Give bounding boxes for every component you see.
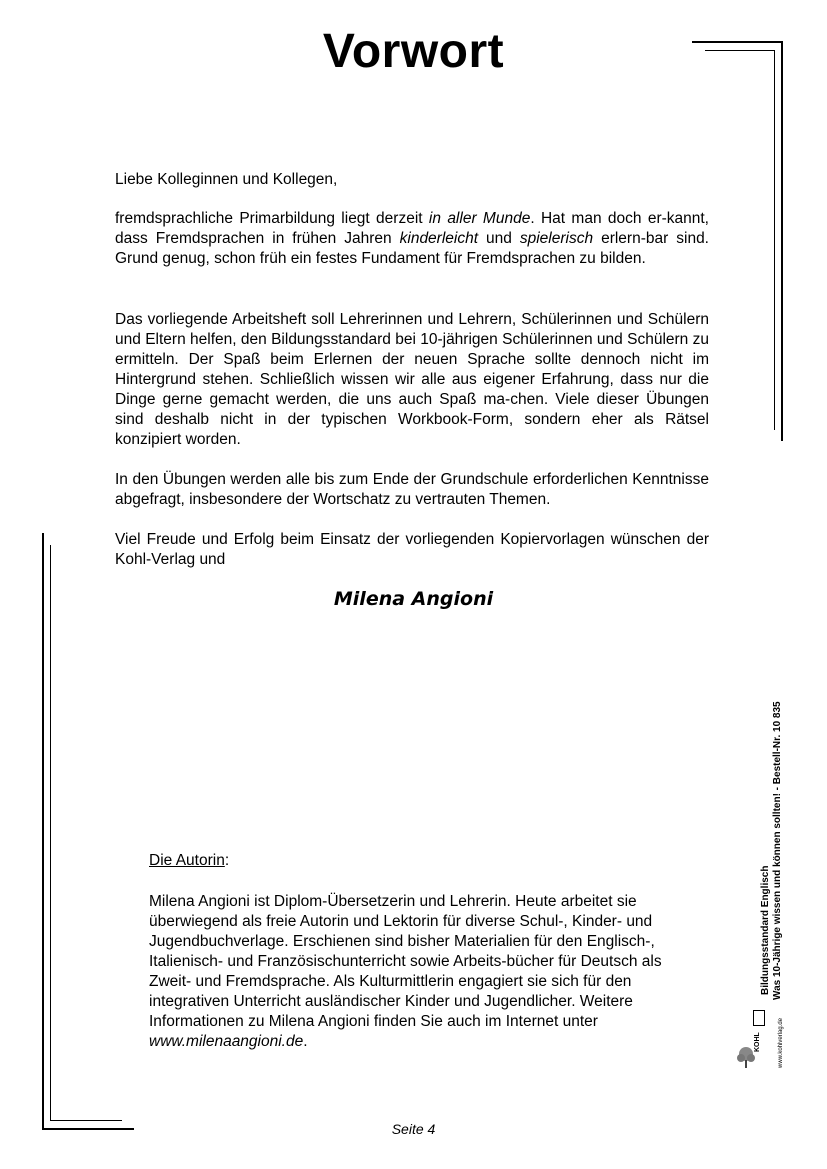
paragraph-exercises [115,470,709,510]
side-book-title: Bildungsstandard Englisch [760,865,771,995]
frame-bottom-left-outer-v [42,533,44,1130]
author-website-link[interactable]: www.milenaangioni.de [149,1033,304,1050]
paragraph-intro-text [115,209,709,269]
paragraph-exercises-text: In den Übungen werden alle bis zum Ende der Grundschule erforderlichen Kenntnisse abgefragt, insbesondere der Wortschatz zu vertrauten Themen. [115,471,709,508]
author-bio [149,892,679,1052]
paragraph-closing [115,530,709,570]
salutation [115,170,709,190]
publisher-tree-logo-icon [736,1046,756,1068]
frame-top-right-inner-v [774,50,775,430]
paragraph-purpose [115,310,709,450]
author-heading-colon: : [224,852,230,869]
signature: Milena Angioni [333,588,494,610]
page-title: Vorwort [322,25,505,78]
paragraph-intro [115,209,709,269]
paragraph-closing-text: Viel Freude und Erfolg beim Einsatz der vorliegenden Kopiervorlagen wünschen der Kohl-Verlag und [115,531,709,568]
paragraph-intro-part4: erlern-bar sind. Grund genug, schon früh ein festes Fundament für Fremdsprachen zu bilden. [115,230,709,267]
frame-top-right-outer-v [781,41,783,441]
paragraph-intro-em2: kinderleicht [399,230,479,247]
paragraph-intro-part2: . Hat man doch er-kannt, dass Fremdsprachen in frühen Jahren [115,210,709,247]
author-bio-end: . [303,1033,308,1050]
paragraph-purpose-text: Das vorliegende Arbeitsheft soll Lehrerinnen und Lehrern, Schülerinnen und Schülern und Eltern helfen, den Bildungsstandard bei 10-jährigen Schülerinnen und Schülern zu ermitteln. Der Spaß beim Erlernen der neuen Sprache sollte dennoch nicht im Hintergrund stehen. Schließlich wissen wir alle aus eigener Erfahrung, dass nur die Dinge gerne gemacht werden, die uns auch Spaß ma-chen. Viele dieser Übungen sind deshalb nicht in der typischen Workbook-Form, sondern eher als Rätsel konzipiert worden. [115,311,709,448]
paragraph-intro-em1: in aller Munde [428,210,531,227]
author-bio-part1: Milena Angioni ist Diplom-Übersetzerin und Lehrerin. Heute arbeitet sie überwiegend als freie Autorin und Lektorin für diverse Schul-, Kinder- und Jugendbuchverlage. Erschienen sind bisher Materialien für den Englisch-, Italienisch- und Französischunterricht sowie Arbeits-bücher für Deutsch als Zweit- und Fremdsprache. Als Kulturmittlerin engagiert sie sich für den integrativen Unterricht ausländischer Kinder und Jugendlicher. Weitere Informationen zu Milena Angioni finden Sie auch im Internet unter [149,893,662,1030]
author-heading [149,852,229,870]
author-heading-label: Die Autorin [149,852,225,869]
paragraph-intro-part3: und [478,230,520,247]
side-publisher-url: www.kohlverlag.de [778,1017,784,1068]
paragraph-intro-part1: fremdsprachliche Primarbildung liegt derzeit [115,210,429,227]
page-number: Seite 4 [391,1121,436,1137]
author-bio-text [149,892,679,1052]
publisher-emblem-icon [753,1010,765,1026]
publisher-logo-text: KOHL [754,1032,761,1052]
salutation-text: Liebe Kolleginnen und Kollegen, [115,171,338,188]
paragraph-intro-em3: spielerisch [519,230,594,247]
frame-bottom-left-inner-v [50,545,51,1121]
side-book-subtitle: Was 10-Jährige wissen und können sollten! - Bestell-Nr. 10 835 [772,701,783,1000]
